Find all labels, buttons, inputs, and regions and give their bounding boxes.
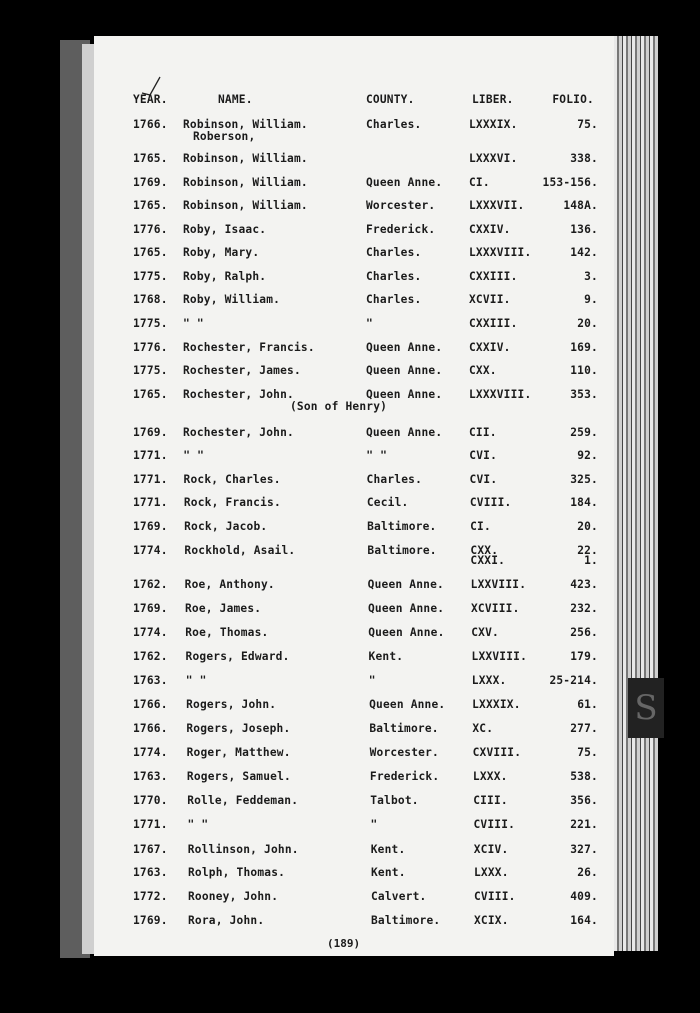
row-folio: 179. — [570, 650, 598, 663]
row-county: Calvert. — [371, 890, 427, 903]
row-liber: CI. — [470, 520, 491, 533]
row-liber: CVI. — [469, 449, 498, 462]
row-liber: CII. — [469, 426, 497, 439]
row-liber: CIII. — [473, 794, 508, 807]
row-county: Queen Anne. — [366, 341, 443, 354]
row-folio: 22. — [577, 544, 598, 557]
row-year: 1771. — [133, 473, 168, 486]
row-folio: 142. — [570, 246, 598, 259]
row-liber: LXXX. — [471, 674, 507, 687]
row-liber: CVIII. — [469, 496, 512, 509]
row-folio: 184. — [570, 496, 598, 509]
row-folio: 232. — [570, 602, 598, 615]
row-liber: LXXXVI. — [469, 152, 518, 165]
row-county: Charles. — [366, 246, 422, 259]
row-county: Queen Anne. — [367, 602, 445, 615]
row-county: Worcester. — [366, 199, 436, 212]
row-folio: 256. — [570, 626, 598, 639]
row-county: Cecil. — [366, 496, 409, 509]
row-liber: XCVIII. — [470, 602, 520, 615]
row-liber: CXX. — [470, 544, 499, 557]
row-liber: CVIII. — [473, 818, 516, 831]
row-folio: 75. — [577, 746, 598, 759]
row-county: Kent. — [370, 843, 406, 856]
row-folio: 20. — [577, 520, 598, 533]
row-county: Queen Anne. — [368, 626, 445, 639]
row-year: 1765. — [133, 246, 168, 259]
row-name: Robinson, William. — [183, 176, 308, 189]
row-name: Rogers, Joseph. — [186, 722, 291, 735]
header-folio: FOLIO. — [552, 93, 594, 106]
row-county: Kent. — [371, 866, 406, 879]
row-year: 1775. — [133, 364, 168, 377]
row-year: 1768. — [133, 293, 168, 306]
row-county: Queen Anne. — [366, 364, 443, 377]
row-year: 1762. — [133, 578, 168, 591]
row-name: Roe, Anthony. — [184, 578, 275, 591]
row-county: " — [366, 317, 373, 330]
row-county: " — [368, 674, 376, 687]
row-folio: 259. — [570, 426, 598, 439]
row-folio: 409. — [570, 890, 598, 903]
row-county: Baltimore. — [367, 544, 437, 557]
row-year: 1769. — [133, 520, 168, 533]
index-thumb-tab: S — [628, 678, 664, 738]
row-name: Robinson, William. — [183, 152, 308, 165]
row-folio: 353. — [570, 388, 598, 401]
row-county: " " — [366, 449, 388, 462]
row-folio: 136. — [570, 223, 598, 236]
row-county: Talbot. — [370, 794, 419, 807]
row-county: Charles. — [366, 270, 422, 283]
row-year: 1769. — [133, 602, 168, 615]
row-name: Roe, Thomas. — [185, 626, 269, 639]
row-year: 1767. — [133, 843, 168, 856]
row-county: Queen Anne. — [369, 698, 446, 711]
row-year: 1774. — [133, 544, 168, 557]
row-liber: LXXX. — [472, 770, 508, 783]
row-year: 1763. — [133, 770, 168, 783]
row-name: Rogers, John. — [186, 698, 277, 711]
book-right-page-edges — [614, 36, 658, 951]
row-name: Roe, James. — [184, 602, 262, 615]
row-county: Kent. — [368, 650, 404, 663]
row-county: " — [370, 818, 378, 831]
row-folio: 9. — [584, 293, 598, 306]
row-name: Robinson, William. — [183, 118, 308, 131]
row-name: " " — [185, 674, 207, 687]
row-year: 1763. — [133, 866, 168, 879]
row-liber: LXXVIII. — [471, 650, 527, 663]
row-folio: 25-214. — [549, 674, 598, 687]
row-name: Rogers, Samuel. — [186, 770, 291, 783]
row-year: 1769. — [133, 914, 168, 927]
row-year: 1771. — [133, 496, 168, 509]
row-folio-continued: 1. — [584, 554, 598, 567]
row-county: Frederick. — [369, 770, 440, 783]
row-folio: 338. — [570, 152, 598, 165]
row-folio: 538. — [570, 770, 598, 783]
row-name: Rochester, John. — [183, 388, 294, 401]
row-liber: CXVIII. — [472, 746, 522, 759]
row-liber: CXXIII. — [469, 317, 518, 330]
row-folio: 221. — [570, 818, 598, 831]
row-name: Rora, John. — [188, 914, 265, 927]
book-left-page-edge — [82, 44, 94, 954]
row-name: Rochester, Francis. — [183, 341, 315, 354]
row-name: Rolle, Feddeman. — [187, 794, 299, 807]
row-year: 1771. — [133, 449, 168, 462]
row-folio: 26. — [577, 866, 598, 879]
row-name: Rollinson, John. — [187, 843, 299, 856]
row-county: Queen Anne. — [366, 426, 443, 439]
page-number: (189) — [327, 937, 361, 950]
row-county: Charles. — [366, 293, 422, 306]
row-name: Roby, Isaac. — [183, 223, 267, 236]
row-county: Queen Anne. — [367, 578, 444, 591]
row-name: Rolph, Thomas. — [188, 866, 286, 879]
row-name: Rooney, John. — [188, 890, 279, 903]
row-folio: 325. — [570, 473, 598, 486]
header-county: COUNTY. — [366, 93, 415, 106]
row-name: " " — [183, 449, 205, 462]
row-year: 1765. — [133, 199, 168, 212]
row-year: 1775. — [133, 317, 168, 330]
row-folio: 148A. — [563, 199, 598, 212]
row-liber: CXXIII. — [469, 270, 518, 283]
row-year: 1762. — [133, 650, 168, 663]
row-year: 1775. — [133, 270, 168, 283]
row-county: Charles. — [366, 473, 423, 486]
row-liber: LXXXVII. — [469, 199, 525, 212]
row-folio: 110. — [570, 364, 598, 377]
row-folio: 75. — [577, 118, 598, 131]
row-liber: CVIII. — [474, 890, 516, 903]
row-name: Rockhold, Asail. — [184, 544, 296, 557]
ledger-page — [94, 36, 614, 956]
row-year: 1763. — [133, 674, 168, 687]
row-name: Rock, Francis. — [183, 496, 281, 509]
row-name: Roby, Ralph. — [183, 270, 267, 283]
row-name: " " — [183, 317, 204, 330]
row-folio: 164. — [570, 914, 598, 927]
row-liber: LXXX. — [474, 866, 509, 879]
row-name: Rock, Jacob. — [184, 520, 268, 533]
row-year: 1776. — [133, 223, 168, 236]
row-year: 1765. — [133, 388, 168, 401]
row-year: 1765. — [133, 152, 168, 165]
row-year: 1766. — [133, 722, 168, 735]
row-year: 1766. — [133, 698, 168, 711]
row-liber: XCIV. — [473, 843, 509, 856]
row-year: 1774. — [133, 626, 168, 639]
row-folio: 92. — [577, 449, 598, 462]
header-name: NAME. — [218, 93, 253, 106]
row-name-note: (Son of Henry) — [290, 400, 388, 413]
row-year: 1771. — [133, 818, 168, 831]
row-liber: CXX. — [469, 364, 497, 377]
row-liber: LXXXIX. — [472, 698, 521, 711]
row-name: Roby, Mary. — [183, 246, 260, 259]
row-year: 1770. — [133, 794, 168, 807]
row-liber: LXXXVIII. — [469, 388, 532, 401]
row-year: 1774. — [133, 746, 168, 759]
row-liber: LXXVIII. — [470, 578, 527, 591]
row-county: Worcester. — [369, 746, 439, 759]
row-county: Queen Anne. — [366, 176, 443, 189]
header-liber: LIBER. — [472, 93, 514, 106]
row-folio: 153-156. — [542, 176, 598, 189]
row-county: Queen Anne. — [366, 388, 443, 401]
row-year: 1776. — [133, 341, 168, 354]
row-liber: XCVII. — [469, 293, 511, 306]
row-liber: CVI. — [469, 473, 498, 486]
row-folio: 3. — [584, 270, 598, 283]
row-folio: 423. — [570, 578, 598, 591]
row-liber: CXXIV. — [469, 223, 511, 236]
row-folio: 20. — [577, 317, 598, 330]
row-name: Rock, Charles. — [183, 473, 281, 486]
row-name: Rogers, Edward. — [185, 650, 290, 663]
row-name: " " — [187, 818, 209, 831]
row-liber-continued: CXXI. — [470, 554, 506, 567]
row-liber: LXXXVIII. — [469, 246, 532, 259]
row-county: Frederick. — [366, 223, 436, 236]
row-county: Baltimore. — [367, 520, 437, 533]
row-liber: CI. — [469, 176, 490, 189]
row-liber: LXXXIX. — [469, 118, 518, 131]
row-county: Charles. — [366, 118, 422, 131]
row-folio: 277. — [570, 722, 598, 735]
row-name: Roby, William. — [183, 293, 281, 306]
row-year: 1769. — [133, 426, 168, 439]
row-liber: CXV. — [471, 626, 499, 639]
row-year: 1766. — [133, 118, 168, 131]
row-folio: 356. — [570, 794, 598, 807]
row-folio: 61. — [577, 698, 598, 711]
row-year: 1769. — [133, 176, 168, 189]
row-year: 1772. — [133, 890, 168, 903]
row-county: Baltimore. — [369, 722, 439, 735]
row-liber: CXXIV. — [469, 341, 511, 354]
row-name-note: Roberson, — [193, 130, 256, 143]
row-county: Baltimore. — [371, 914, 441, 927]
row-liber: XCIX. — [474, 914, 509, 927]
header-year: YEAR. — [133, 93, 168, 106]
row-name: Roger, Matthew. — [186, 746, 291, 759]
row-folio: 169. — [570, 341, 598, 354]
row-name: Rochester, James. — [183, 364, 301, 377]
row-folio: 327. — [570, 843, 598, 856]
row-name: Robinson, William. — [183, 199, 308, 212]
row-name: Rochester, John. — [183, 426, 294, 439]
row-liber: XC. — [472, 722, 494, 735]
